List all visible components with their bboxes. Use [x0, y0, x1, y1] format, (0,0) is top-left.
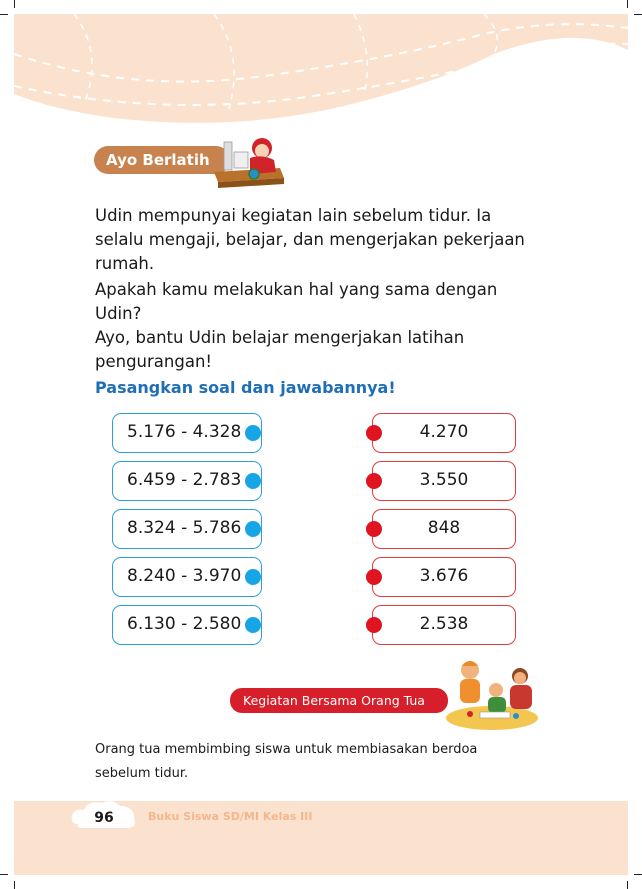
paragraph-intro	[95, 204, 555, 276]
question-box[interactable]: 6.459 - 2.783	[112, 461, 262, 501]
question-box[interactable]: 5.176 - 4.328	[112, 413, 262, 453]
crop-mark	[627, 0, 628, 8]
parent-note-line: Orang tua membimbing siswa untuk membiasakan berdoa	[95, 742, 478, 757]
paragraph-question	[95, 278, 555, 326]
answer-box[interactable]: 4.270	[372, 413, 516, 453]
question-connector-dot[interactable]	[245, 617, 261, 633]
instruction-heading: Pasangkan soal dan jawabannya!	[95, 378, 396, 397]
family-illustration	[440, 652, 540, 732]
book-title: Buku Siswa SD/MI Kelas III	[148, 810, 313, 823]
answer-box[interactable]: 848	[372, 509, 516, 549]
crop-mark	[627, 881, 628, 889]
question-connector-dot[interactable]	[245, 569, 261, 585]
paragraph-line: rumah.	[95, 254, 155, 273]
answer-box[interactable]: 2.538	[372, 605, 516, 645]
paragraph-line: Udin?	[95, 304, 142, 323]
paragraph-line: Ayo, bantu Udin belajar mengerjakan latihan	[95, 328, 465, 347]
question-box[interactable]: 8.240 - 3.970	[112, 557, 262, 597]
answer-box[interactable]: 3.676	[372, 557, 516, 597]
answer-connector-dot[interactable]	[366, 425, 382, 441]
page-number: 96	[94, 810, 114, 826]
parent-activity-badge: Kegiatan Bersama Orang Tua	[230, 688, 448, 713]
header-banner	[14, 14, 628, 132]
answer-connector-dot[interactable]	[366, 569, 382, 585]
question-connector-dot[interactable]	[245, 425, 261, 441]
paragraph-line: Apakah kamu melakukan hal yang sama dengan	[95, 280, 498, 299]
crop-mark	[634, 14, 642, 15]
answer-connector-dot[interactable]	[366, 617, 382, 633]
crop-mark	[14, 0, 15, 8]
parent-note-line: sebelum tidur.	[95, 766, 189, 781]
paragraph-invitation	[95, 326, 555, 374]
crop-mark	[0, 874, 8, 875]
paragraph-line: Udin mempunyai kegiatan lain sebelum tidur. Ia	[95, 206, 492, 225]
girl-studying-illustration	[210, 124, 286, 190]
answer-connector-dot[interactable]	[366, 521, 382, 537]
crop-mark	[634, 874, 642, 875]
paragraph-line: selalu mengaji, belajar, dan mengerjakan pekerjaan	[95, 230, 525, 249]
paragraph-line: pengurangan!	[95, 352, 213, 371]
question-box[interactable]: 6.130 - 2.580	[112, 605, 262, 645]
question-connector-dot[interactable]	[245, 521, 261, 537]
answer-box[interactable]: 3.550	[372, 461, 516, 501]
crop-mark	[0, 14, 8, 15]
ayo-berlatih-badge: Ayo Berlatih	[94, 146, 230, 174]
parent-note	[95, 738, 525, 786]
question-connector-dot[interactable]	[245, 473, 261, 489]
question-box[interactable]: 8.324 - 5.786	[112, 509, 262, 549]
crop-mark	[14, 881, 15, 889]
answer-connector-dot[interactable]	[366, 473, 382, 489]
